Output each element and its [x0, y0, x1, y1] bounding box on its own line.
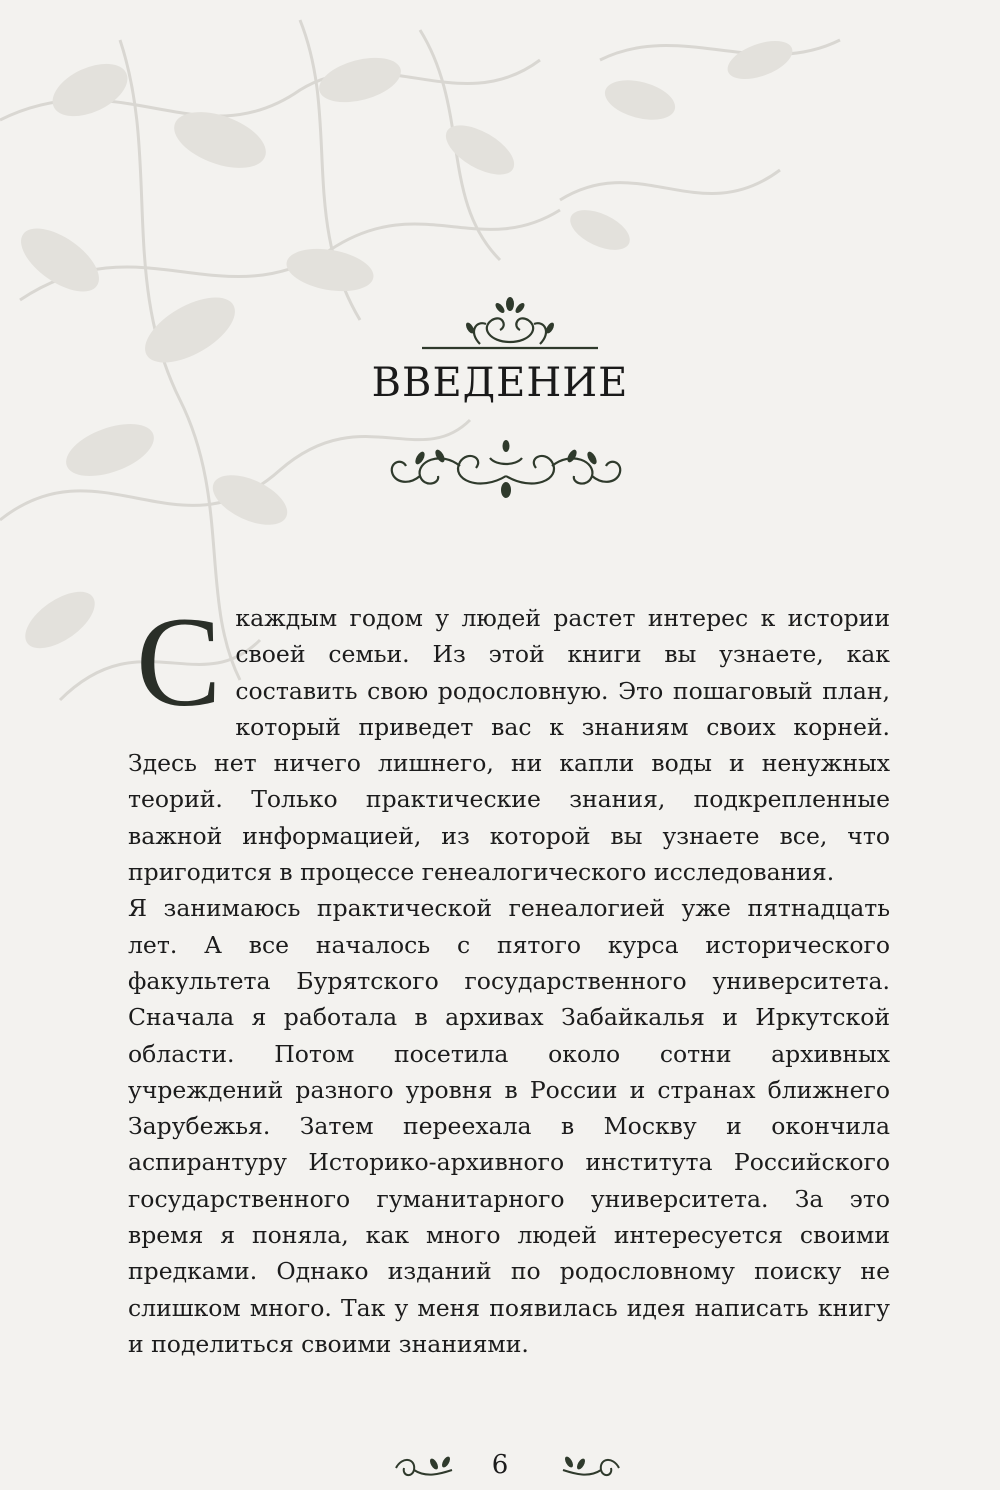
title-ornament-bottom — [380, 436, 632, 500]
paragraph-2: Я занимаюсь практической генеалогией уже пятнадцать лет. А все началось с пятого курса исторического факультета Бурятского государственного университета. Сначала я работала в архивах Забайкалья и Иркутской области. Потом посетила около сотни архивных учреждений разного уровня в России и странах ближнего Зарубежья. Затем переехала в Москву и окончила аспирантуру Историко-архивного института Российского государственного гуманитарного университета. За это время я поняла, как много людей интересуется своими предками. Однако изданий по родословному поиску не слишком много. Так у меня появилась идея написать книгу и поделиться своими знаниями. — [128, 894, 890, 1358]
paragraph-1-text: каждым годом у людей растет интерес к истории своей семьи. Из этой книги вы узнаете, как составить свою родословную. Это пошаговый план, который приведет вас к знаниям своих корней. Здесь нет ничего лишнего, ни капли воды и ненужных теорий. Только практические знания, подкрепленные важной информацией, из которой вы узнаете все, что пригодится в процессе генеалогического исследования. — [128, 604, 890, 887]
footer-ornament-left-icon — [390, 1448, 460, 1484]
paragraph-1 — [128, 591, 890, 890]
page-number: 6 — [491, 1450, 509, 1480]
introduction-body — [128, 591, 890, 1362]
footer-ornament-right-icon — [555, 1448, 625, 1484]
drop-cap: С — [136, 591, 222, 733]
chapter-title: ВВЕДЕНИЕ — [371, 360, 629, 406]
title-ornament-top — [420, 292, 600, 354]
